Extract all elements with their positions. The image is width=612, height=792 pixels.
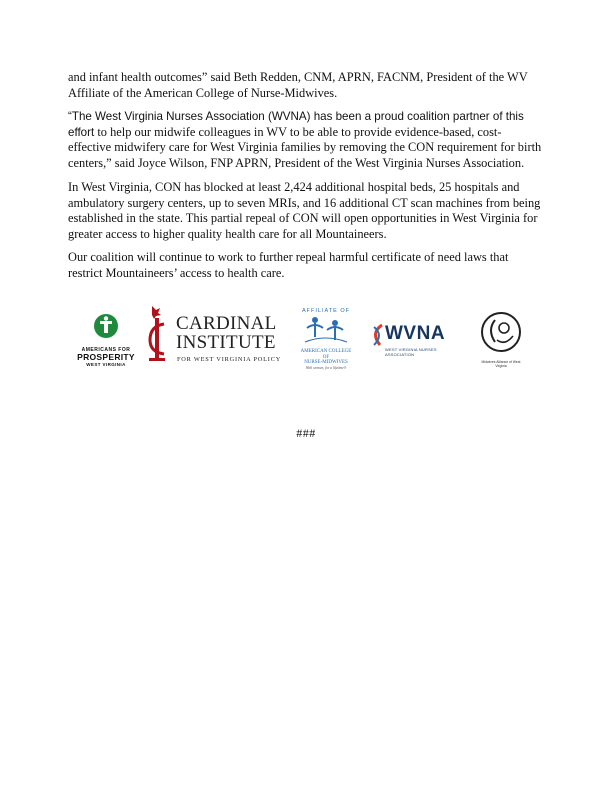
- wvna-wordmark: WVNA: [385, 323, 446, 344]
- acnm-name-line1: AMERICAN COLLEGE: [300, 349, 352, 354]
- wvna-subtitle: WEST VIRGINIA NURSES ASSOCIATION: [385, 347, 437, 357]
- acnm-affiliate-logo: [293, 308, 359, 374]
- cardinal-institute-logo: [144, 304, 284, 372]
- acnm-tagline: With women, for a lifetime®: [305, 365, 347, 370]
- wvna-swoosh-icon: [368, 323, 386, 347]
- quote-rest-text: to help our midwife colleagues in WV to be able to provide evidence-based, cost-effective midwifery care for West Virginia families by removing the CON requirement for birth centers,” said Joyce Wilson, FNP APRN, President of the West Virginia Nurses Association.: [68, 124, 542, 170]
- afp-line1: AMERICANS FOR: [81, 347, 131, 353]
- wvna-logo: [368, 320, 458, 360]
- acnm-figures-icon: [301, 314, 351, 344]
- acnm-name-line3: NURSE-MIDWIVES: [304, 360, 348, 365]
- afp-emblem-icon: [91, 312, 121, 340]
- paragraph-coalition-closing: Our coalition will continue to work to further repeal harmful certificate of need laws that restrict Mountaineers’ access to health care.: [68, 250, 509, 280]
- quote-lead-text: “The West Virginia Nurses Association (WVNA) has been a proud coalition partner of this effort: [68, 110, 524, 139]
- coalition-logos: [0, 300, 612, 380]
- midwives-alliance-logo: [476, 310, 526, 370]
- afp-line3: WEST VIRGINIA: [86, 362, 126, 367]
- paragraph-redden-quote: and infant health outcomes” said Beth Redden, CNM, APRN, FACNM, President of the WV Affiliate of the American College of Nurse-Midwives.: [68, 70, 528, 100]
- cardinal-title-line1: CARDINAL: [176, 313, 277, 334]
- end-of-release-mark: ###: [296, 426, 316, 440]
- cardinal-bird-icon: [144, 304, 178, 370]
- cardinal-title: [176, 314, 277, 352]
- afp-line2: PROSPERITY: [77, 352, 135, 362]
- acnm-affiliate-label: AFFILIATE OF: [302, 308, 350, 314]
- acnm-name-line2: OF: [322, 354, 330, 360]
- mother-child-icon: [479, 310, 523, 354]
- paragraph-con-statistics: In West Virginia, CON has blocked at least 2,424 additional hospital beds, 25 hospitals and ambulatory surgery centers, up to seven MRIs, and 16 additional CT scan machines from being established in the state. This partial repeal of CON will open opportunities in West Virginia for greater access to higher quality health care for all Mountaineers.: [68, 180, 541, 241]
- midwives-alliance-text: Midwives Alliance of West Virginia: [481, 360, 521, 368]
- afp-logo: [70, 312, 142, 372]
- cardinal-subtitle: FOR WEST VIRGINIA POLICY: [177, 356, 282, 363]
- paragraph-wvna-quote: [68, 109, 544, 171]
- cardinal-title-line2: INSTITUTE: [176, 332, 276, 353]
